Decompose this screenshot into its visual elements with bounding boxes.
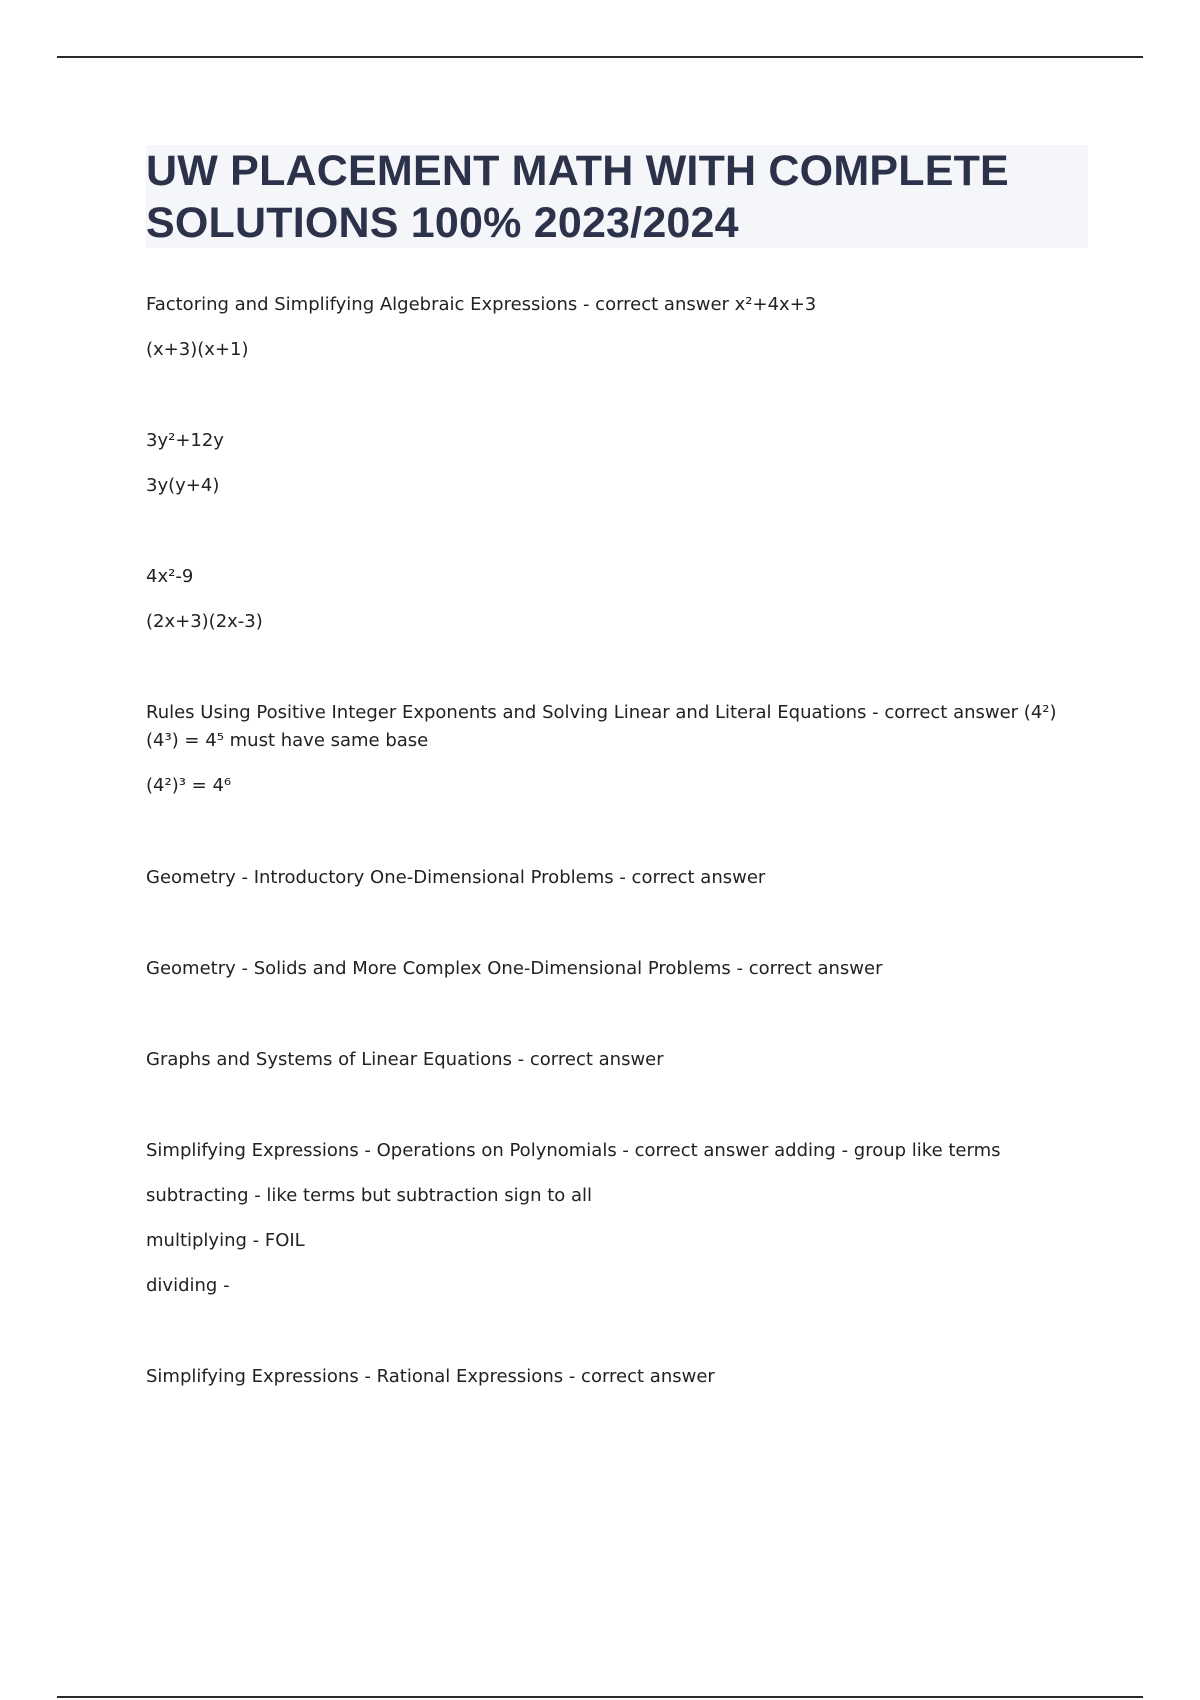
- question-line: 3y²+12y: [146, 430, 224, 451]
- answer-line: (2x+3)(2x-3): [146, 611, 263, 632]
- title-banner: [146, 145, 1088, 248]
- section-heading-factoring: Factoring and Simplifying Algebraic Expressions - correct answer x²+4x+3: [146, 294, 817, 315]
- answer-line: subtracting - like terms but subtraction sign to all: [146, 1185, 593, 1206]
- question-line: 4x²-9: [146, 566, 194, 587]
- header-rule: [57, 56, 1143, 58]
- answer-line: 3y(y+4): [146, 475, 220, 496]
- answer-line: (4²)³ = 4⁶: [146, 775, 232, 796]
- answer-line: (x+3)(x+1): [146, 339, 249, 360]
- title-line-1: UW PLACEMENT MATH WITH COMPLETE: [146, 147, 1009, 195]
- section-heading-geometry-intro: Geometry - Introductory One-Dimensional Problems - correct answer: [146, 867, 766, 888]
- document-title: [146, 145, 1088, 249]
- section-heading-graphs: Graphs and Systems of Linear Equations - correct answer: [146, 1049, 664, 1070]
- section-heading-rational: Simplifying Expressions - Rational Expressions - correct answer: [146, 1366, 715, 1387]
- section-heading-polynomials: Simplifying Expressions - Operations on Polynomials - correct answer adding - group like terms: [146, 1140, 1001, 1161]
- title-line-2: SOLUTIONS 100% 2023/2024: [146, 199, 739, 247]
- answer-line: dividing -: [146, 1275, 230, 1296]
- section-heading-exponents: Rules Using Positive Integer Exponents and Solving Linear and Literal Equations - correct answer (4²)(4³) = 4⁵ must have same base: [146, 702, 1057, 751]
- answer-line: multiplying - FOIL: [146, 1230, 305, 1251]
- section-heading-geometry-solids: Geometry - Solids and More Complex One-Dimensional Problems - correct answer: [146, 958, 883, 979]
- footer-rule: [57, 1696, 1143, 1698]
